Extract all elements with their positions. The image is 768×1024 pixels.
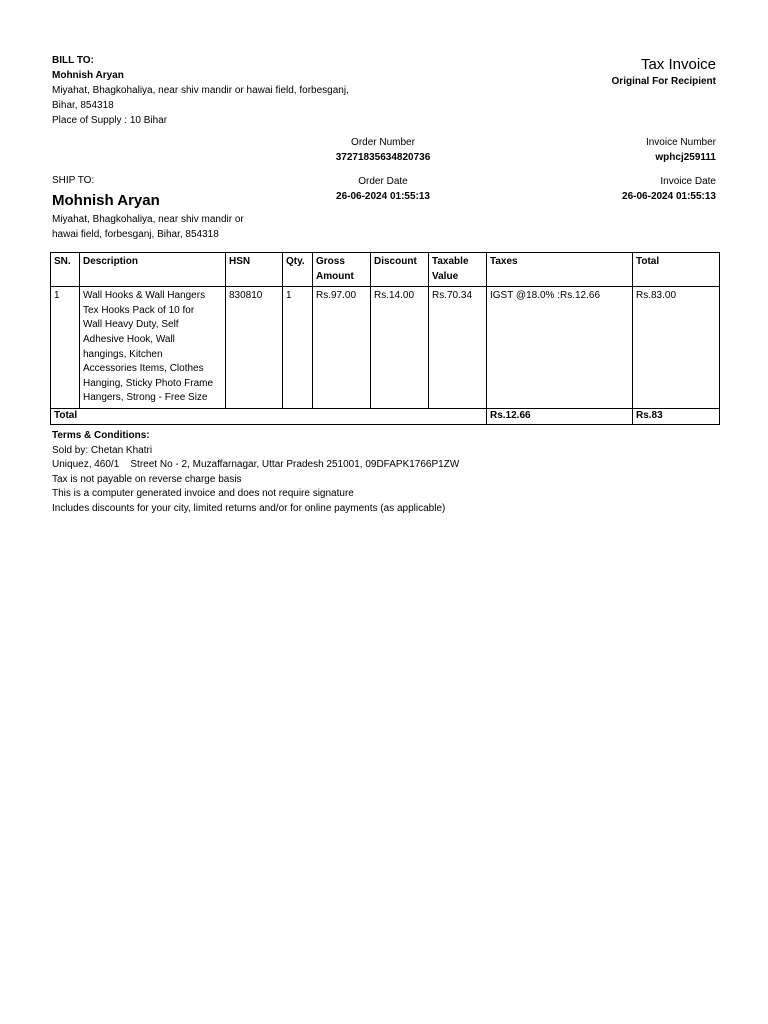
terms-heading: Terms & Conditions: <box>52 430 150 441</box>
cell-discount: Rs.14.00 <box>371 287 429 409</box>
cell-gross-amount: Rs.97.00 <box>313 287 371 409</box>
table-header-row <box>51 253 720 287</box>
place-of-supply: Place of Supply : 10 Bihar <box>52 115 168 126</box>
description-line: Wall Hooks & Wall Hangers <box>83 290 206 302</box>
ship-to-address-line2: hawai field, forbesganj, Bihar, 854318 <box>52 229 219 240</box>
col-header-qty: Qty. <box>283 253 313 287</box>
bill-to-name: Mohnish Aryan <box>52 70 124 81</box>
invoice-number-value: wphcj259111 <box>655 152 716 163</box>
col-header-taxes: Taxes <box>487 253 633 287</box>
total-taxes: Rs.12.66 <box>487 408 633 424</box>
terms-section <box>52 429 732 517</box>
bill-to-address-line1: Miyahat, Bhagkohaliya, near shiv mandir or hawai field, forbesganj, <box>52 85 349 96</box>
terms-line: Sold by: Chetan Khatri <box>52 444 153 456</box>
bill-to-heading: BILL TO: <box>52 55 94 66</box>
cell-taxable-value: Rs.70.34 <box>429 287 487 409</box>
order-number-label: Order Number <box>351 137 415 148</box>
col-header-hsn: HSN <box>226 253 283 287</box>
invoice-date-value: 26-06-2024 01:55:13 <box>622 191 716 202</box>
ship-to-address-line1: Miyahat, Bhagkohaliya, near shiv mandir or <box>52 214 244 225</box>
table-total-row <box>51 408 720 424</box>
ship-to-section <box>52 173 322 242</box>
invoice-title: Tax Invoice <box>640 56 716 73</box>
description-line: Tex Hooks Pack of 10 for <box>83 304 195 316</box>
cell-sn: 1 <box>51 287 80 409</box>
bill-to-section <box>52 53 382 128</box>
order-number-block <box>318 135 448 165</box>
description-line: Hangers, Strong - Free Size <box>83 392 208 404</box>
cell-total: Rs.83.00 <box>633 287 720 409</box>
invoice-number-label: Invoice Number <box>645 137 716 148</box>
invoice-date-block <box>622 174 716 204</box>
col-header-gross-amount <box>313 253 371 287</box>
order-date-block <box>318 174 448 204</box>
terms-line: Includes discounts for your city, limited returns and/or for online payments (as applicable) <box>52 502 446 514</box>
invoice-number-block <box>646 135 716 165</box>
col-header-taxable-line2: Value <box>432 270 459 282</box>
order-date-value: 26-06-2024 01:55:13 <box>336 191 430 202</box>
description-line: hangings, Kitchen <box>83 348 163 360</box>
col-header-total: Total <box>633 253 720 287</box>
bill-to-address-line2: Bihar, 854318 <box>52 100 114 111</box>
cell-qty: 1 <box>283 287 313 409</box>
cell-hsn: 830810 <box>226 287 283 409</box>
total-amount: Rs.83 <box>633 408 720 424</box>
ship-to-heading: SHIP TO: <box>52 175 95 186</box>
invoice-items-table <box>50 252 720 425</box>
col-header-taxable-line1: Taxable <box>432 256 469 267</box>
invoice-subtitle: Original For Recipient <box>611 76 716 87</box>
col-header-taxable-value <box>429 253 487 287</box>
total-label: Total <box>51 408 487 424</box>
ship-to-name: Mohnish Aryan <box>52 192 160 209</box>
order-date-label: Order Date <box>358 176 408 187</box>
description-line: Accessories Items, Clothes <box>83 363 204 375</box>
col-header-description: Description <box>80 253 226 287</box>
order-number-value: 37271835634820736 <box>335 152 431 163</box>
description-line: Wall Heavy Duty, Self <box>83 319 179 331</box>
description-line: Adhesive Hook, Wall <box>83 333 175 345</box>
cell-description <box>80 287 226 409</box>
terms-line: Uniquez, 460/1 Street No - 2, Muzaffarnagar, Uttar Pradesh 251001, 09DFAPK1766P1ZW <box>52 459 460 471</box>
col-header-gross-line2: Amount <box>316 270 354 282</box>
description-line: Hanging, Sticky Photo Frame <box>83 377 214 389</box>
col-header-discount: Discount <box>371 253 429 287</box>
col-header-gross-line1: Gross <box>316 256 345 267</box>
invoice-title-block <box>612 55 716 89</box>
cell-taxes: IGST @18.0% :Rs.12.66 <box>487 287 633 409</box>
table-row <box>51 287 720 409</box>
terms-line: Tax is not payable on reverse charge basis <box>52 473 242 485</box>
invoice-date-label: Invoice Date <box>660 176 716 187</box>
col-header-sn: SN. <box>51 253 80 287</box>
terms-line: This is a computer generated invoice and does not require signature <box>52 488 354 500</box>
